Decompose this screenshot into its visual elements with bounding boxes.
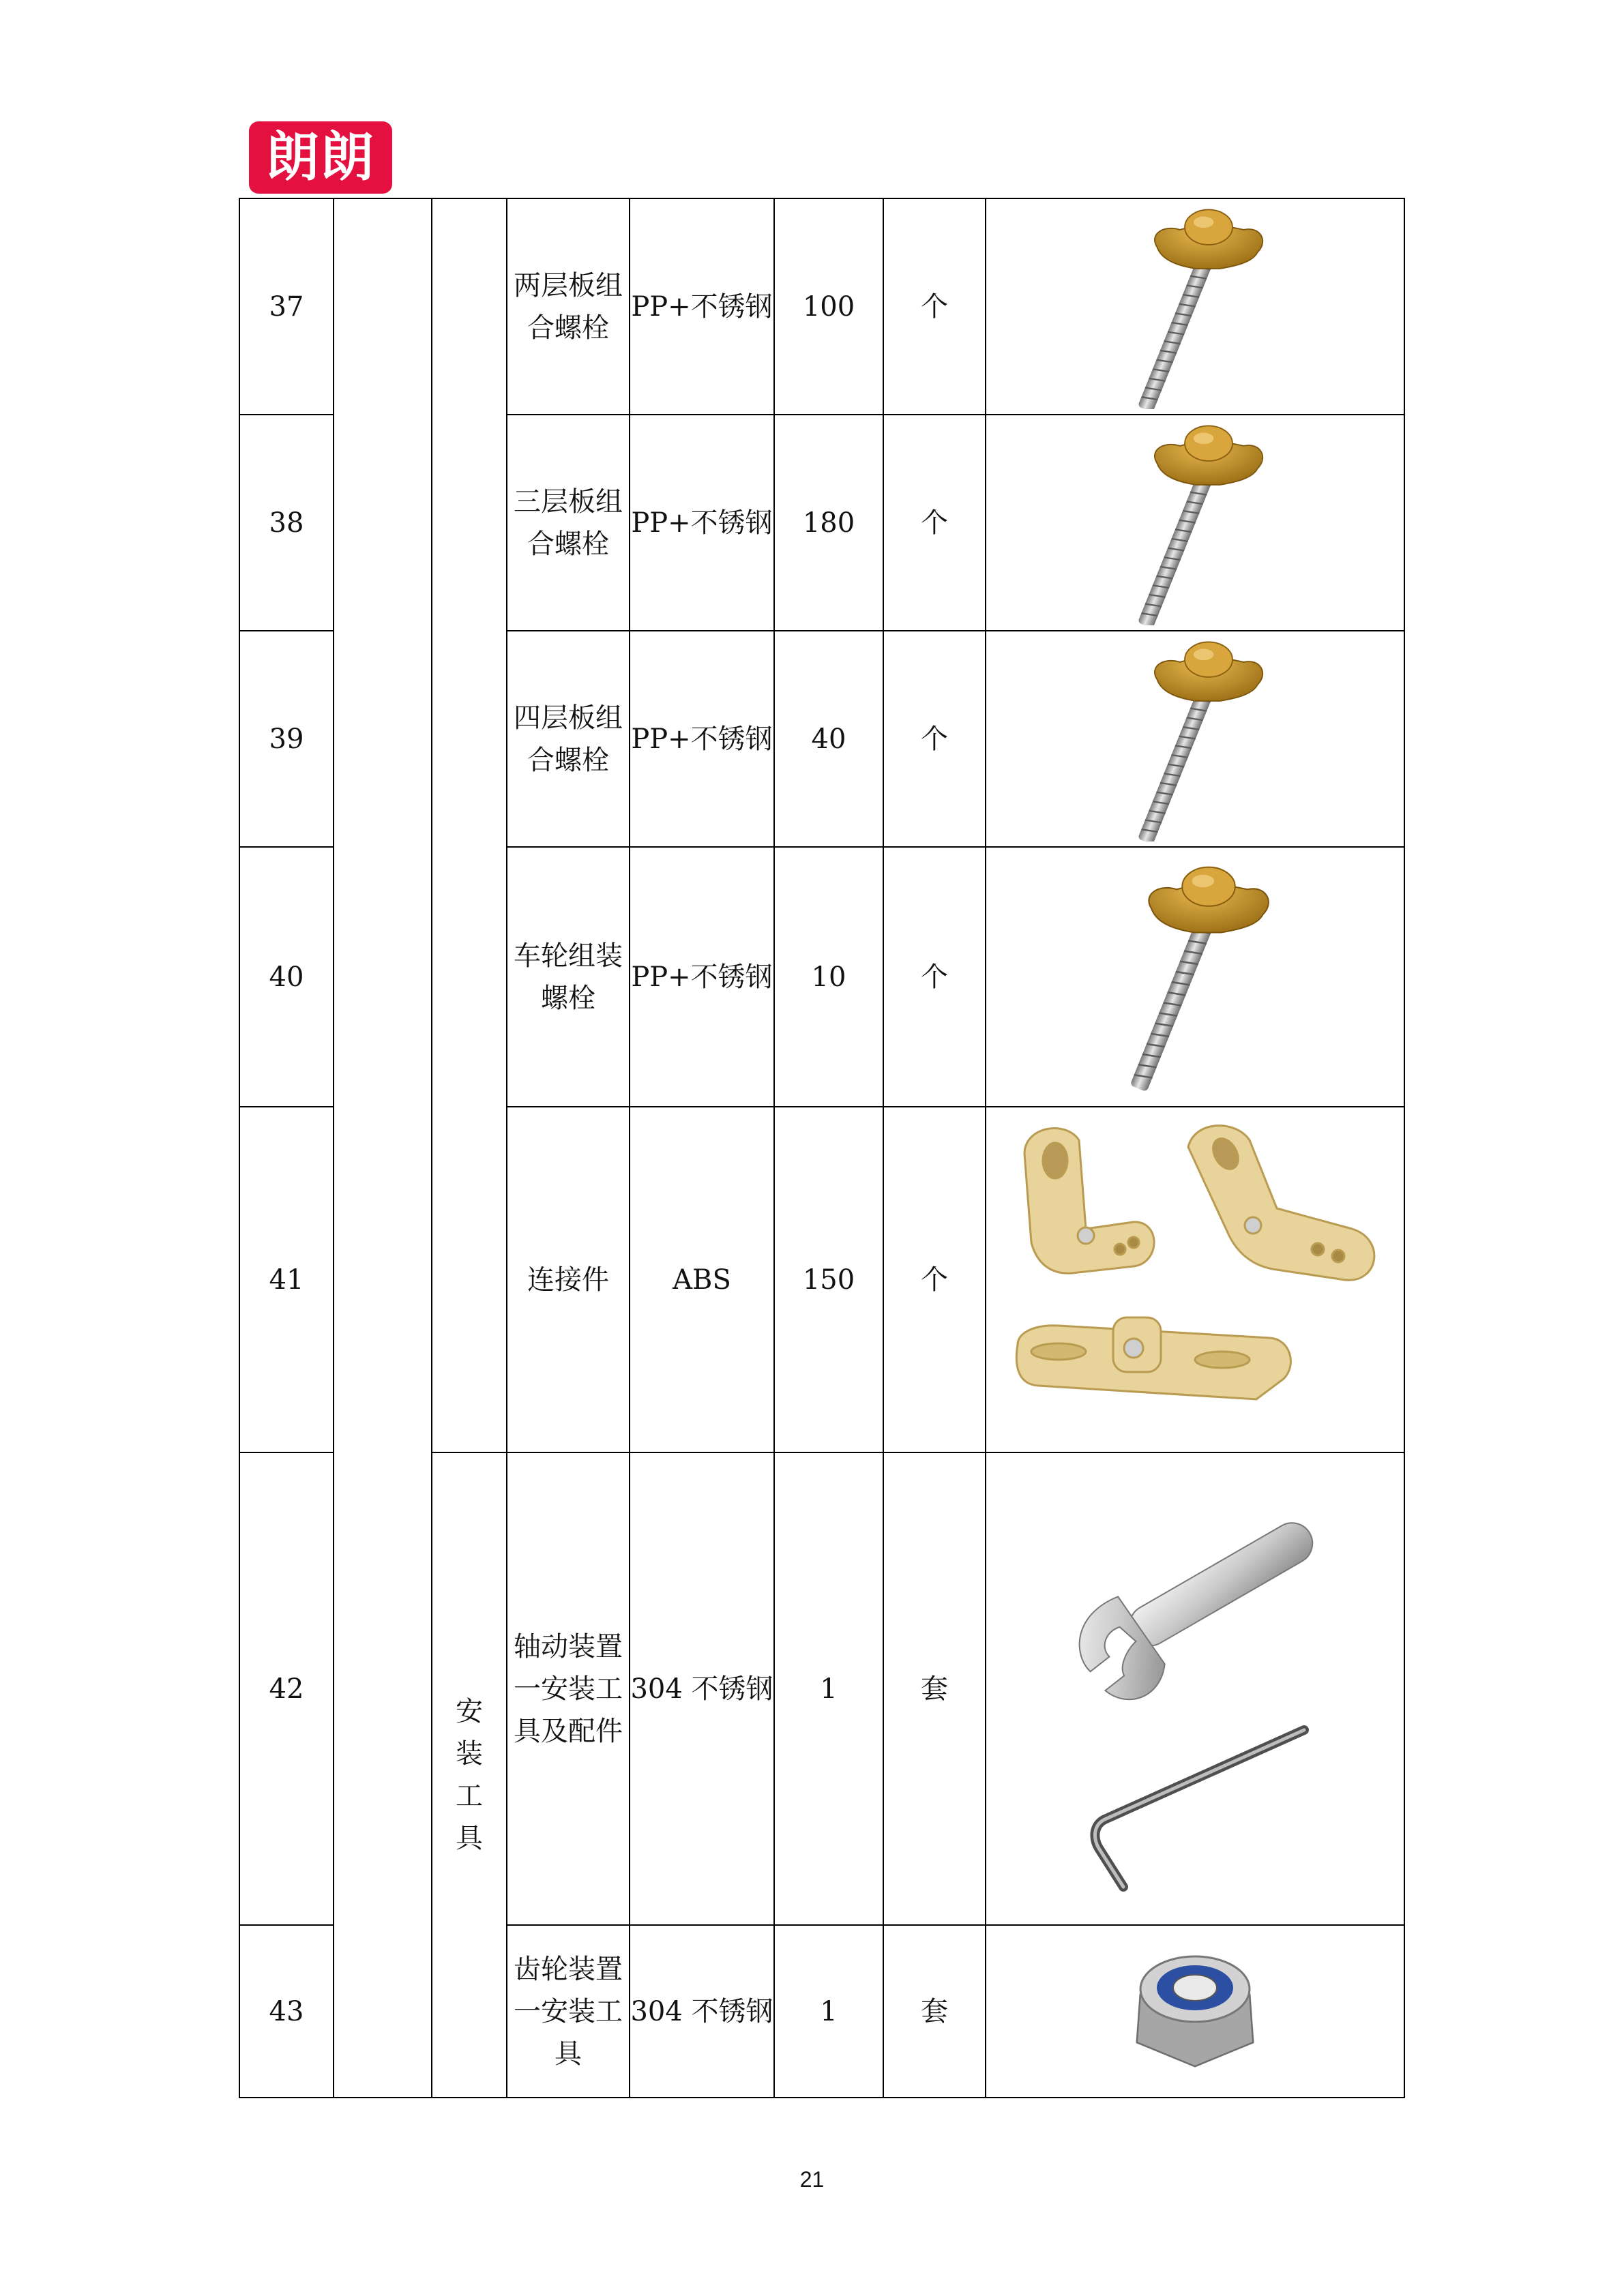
part-unit: 套: [883, 1925, 986, 2098]
part-unit: 个: [883, 631, 986, 847]
part-unit: 个: [883, 198, 986, 415]
part-name: 两层板组合螺栓: [507, 198, 630, 415]
part-quantity: 100: [774, 198, 883, 415]
wrench-icon: [1024, 1471, 1365, 1907]
part-name: 三层板组合螺栓: [507, 415, 630, 631]
row-number: 41: [239, 1107, 334, 1452]
part-material: PP+不锈钢: [630, 847, 774, 1107]
part-material: PP+不锈钢: [630, 198, 774, 415]
part-quantity: 10: [774, 847, 883, 1107]
part-image: [986, 847, 1404, 1107]
part-image: [986, 415, 1404, 631]
category-cell: [432, 1452, 507, 2098]
part-name: 四层板组合螺栓: [507, 631, 630, 847]
part-unit: 个: [883, 847, 986, 1107]
row-number: 43: [239, 1925, 334, 2098]
bolt-icon: [1106, 205, 1284, 409]
category-cell-empty: [432, 198, 507, 1452]
part-image: [986, 198, 1404, 415]
part-material: ABS: [630, 1107, 774, 1452]
part-quantity: 1: [774, 1925, 883, 2098]
part-quantity: 1: [774, 1452, 883, 1925]
part-material: PP+不锈钢: [630, 631, 774, 847]
lock-nut-icon: [1113, 1933, 1277, 2090]
part-image: [986, 1107, 1404, 1452]
part-unit: 个: [883, 1107, 986, 1452]
part-material: 304 不锈钢: [630, 1452, 774, 1925]
table-row: [239, 198, 1404, 415]
bolt-icon: [1106, 637, 1284, 841]
row-number: 37: [239, 198, 334, 415]
part-material: PP+不锈钢: [630, 415, 774, 631]
part-quantity: 150: [774, 1107, 883, 1452]
part-name: 齿轮装置一安装工具: [507, 1925, 630, 2098]
part-unit: 个: [883, 415, 986, 631]
part-name: 连接件: [507, 1107, 630, 1452]
part-image: [986, 1925, 1404, 2098]
part-name: 车轮组装螺栓: [507, 847, 630, 1107]
row-number: 40: [239, 847, 334, 1107]
row-number: 38: [239, 415, 334, 631]
part-image: [986, 1452, 1404, 1925]
part-name: 轴动装置一安装工具及配件: [507, 1452, 630, 1925]
bolt-icon: [1106, 421, 1284, 625]
category-label: 安装工具: [456, 1696, 483, 1854]
brand-logo: 朗朗: [249, 121, 392, 194]
row-number: 42: [239, 1452, 334, 1925]
hex-key-icon: [1095, 1730, 1304, 1887]
part-material: 304 不锈钢: [630, 1925, 774, 2098]
blank-column: [334, 198, 432, 2098]
part-image: [986, 631, 1404, 847]
bolt-icon: [1099, 861, 1290, 1093]
parts-table: [239, 198, 1405, 2098]
connector-icon: [997, 1113, 1393, 1447]
part-unit: 套: [883, 1452, 986, 1925]
part-quantity: 40: [774, 631, 883, 847]
part-quantity: 180: [774, 415, 883, 631]
page-number: 21: [799, 2167, 825, 2192]
row-number: 39: [239, 631, 334, 847]
